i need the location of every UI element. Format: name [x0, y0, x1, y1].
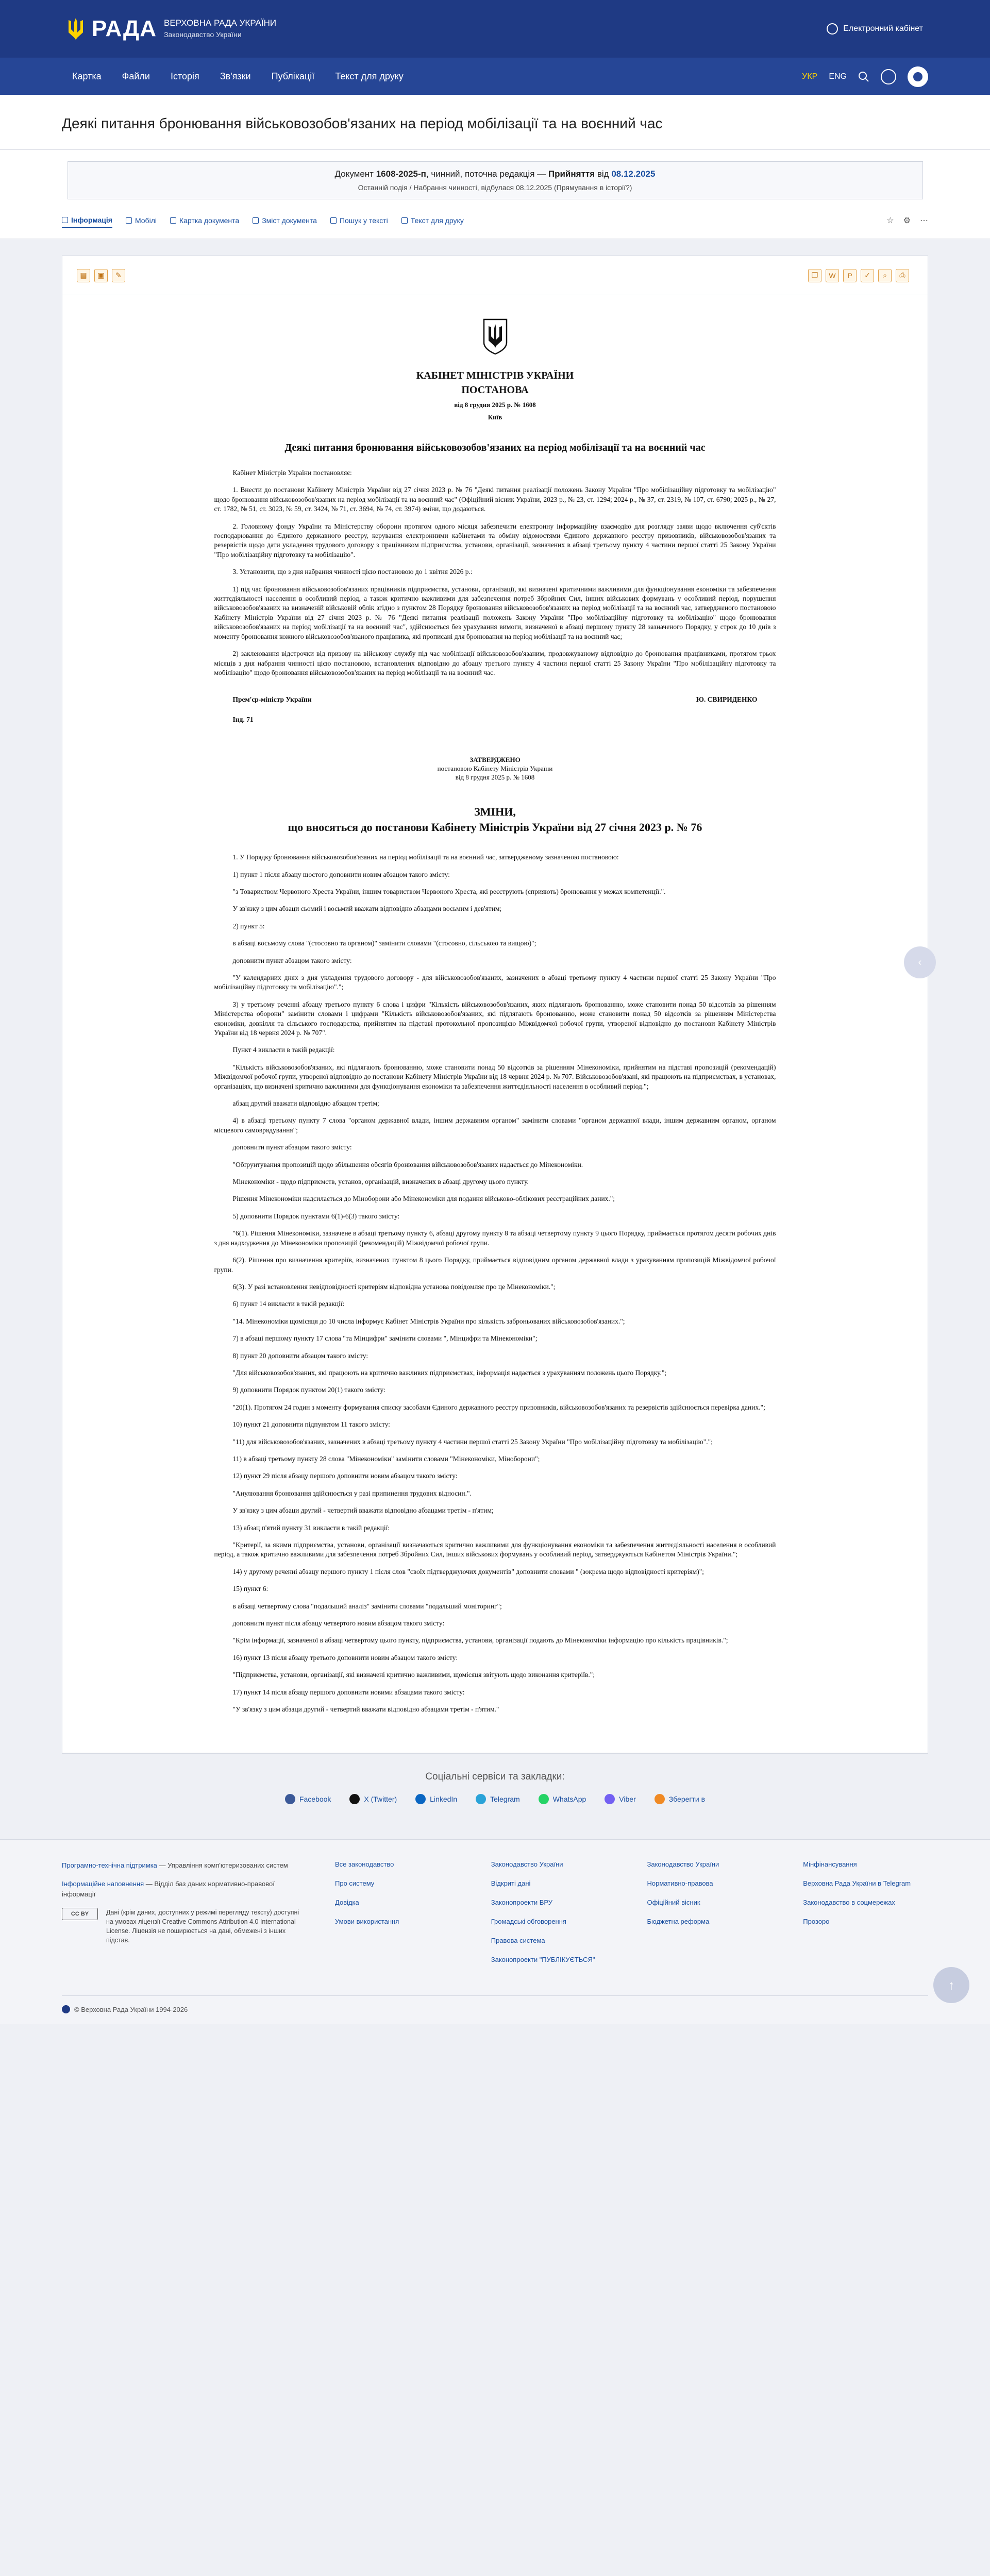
- nav-right-group: [802, 66, 928, 87]
- footer-col-4: [803, 1860, 928, 1975]
- status-from: від: [597, 169, 609, 179]
- change-paragraph: Мінекономіки - щодо підприємств, установ, організацій, визначених в абзаці другому цього пункту.: [232, 1178, 529, 1186]
- footer-link[interactable]: Офіційний вісник: [647, 1899, 700, 1907]
- approved-by: постановою Кабінету Міністрів України: [437, 765, 553, 773]
- content-text: — Відділ баз даних нормативно-правової інформації: [62, 1880, 275, 1899]
- change-paragraph: 2) пункт 5:: [232, 922, 265, 930]
- info-band: [0, 150, 990, 213]
- social-label: WhatsApp: [552, 1795, 586, 1804]
- nav-files[interactable]: Файли: [122, 71, 150, 81]
- status-mid: , чинний, поточна редакція —: [426, 169, 546, 179]
- social-label: Viber: [619, 1795, 636, 1804]
- coat-of-arms-icon: [482, 318, 508, 355]
- nav-publications[interactable]: Публікації: [271, 71, 315, 81]
- save-icon[interactable]: ▣: [94, 269, 108, 282]
- page-title: Деякі питання бронювання військовозобов'язаних на період мобілізації та на воєнний час: [62, 115, 663, 131]
- open-folder-icon[interactable]: ▤: [77, 269, 90, 282]
- approved-label: ЗАТВЕРДЖЕНО: [469, 756, 521, 764]
- resolution-paragraph: 2. Головному фонду України та Міністерству оборони протягом одного місяця забезпечити електронну інформаційну взаємодію для розгляду заяви щодо включення суб'єктів господарювання до Єдиного державного реєстру, керування електронними кабінетами та обміну відомостями Єдиного державного реєстру призовників, військовозобов'язаних та резервістів щодо дати укладення трудового договору з працівником підприємства, установи, організації, зазначених в абзаці третьому пункту 4 частини першої статті 25 Закону України "Про мобілізаційну підготовку та мобілізацію".: [214, 522, 776, 558]
- change-paragraph: в абзаці восьмому слова "(стосовно та органом)" замінити словами "(стосовно, сільською та вищою)";: [232, 939, 536, 947]
- social-section: [62, 1753, 928, 1824]
- change-paragraph: 3) у третьому реченні абзацу третього пункту 6 слова і цифри "Кількість військовозобов'язаних, яких підлягають бронюванню, може становити понад 50 відсотків за рішенням Міністерства оборони" замінити словами і цифрами "Кількість військовозобов'язаних, які підлягають бронюванню, може становити понад 50 відсотків за рішенням Міністерства економіки, довкілля та сільського господарства, прийнятим на підставі протокольної пропозицією Міжвідомчої робочої групи, утвореної відповідно до постанови Кабінету Міністрів України від 18 червня 2024 р. № 707".: [214, 1000, 776, 1037]
- document-tabs: [0, 213, 990, 239]
- change-paragraph: 14) у другому реченні абзацу першого пункту 1 після слов "своїх підтверджуючих документів" доповнити словами " (зокрема щодо відповідності критеріям)";: [232, 1567, 704, 1575]
- change-paragraph: "У календарних днях з дня укладення трудового договору - для військовозобов'язаних, зазначених в абзаці третьому пункту 4 частини першої статті 25 Закону України "Про мобілізаційну підготовку та мобілізацію".";: [214, 973, 776, 991]
- status-badge: Прийняття: [548, 169, 595, 179]
- change-paragraph: "Підприємства, установи, організації, які визначені критично важливими, щомісяця звітують щодо виконання критеріїв.";: [232, 1671, 595, 1679]
- scroll-top-button[interactable]: ↑: [933, 1967, 969, 2003]
- tab-print[interactable]: Текст для друку: [401, 213, 464, 228]
- social-link[interactable]: [539, 1794, 586, 1804]
- footer-link[interactable]: Про систему: [335, 1879, 375, 1888]
- change-paragraph: доповнити пункт абзацом такого змісту:: [232, 956, 352, 964]
- social-icon: [349, 1794, 360, 1804]
- electronic-cabinet-link[interactable]: [827, 23, 923, 35]
- signer-position: Прем'єр-міністр України: [232, 696, 312, 704]
- toolbar-right: [808, 269, 913, 282]
- social-icon: [605, 1794, 615, 1804]
- user-avatar-icon[interactable]: [908, 66, 928, 87]
- info-icon: [62, 217, 68, 223]
- copy-icon[interactable]: ❐: [808, 269, 821, 282]
- footer-link[interactable]: Прозоро: [803, 1918, 830, 1926]
- change-paragraph: "14. Мінекономіки щомісяця до 10 числа інформує Кабінет Міністрів України про кількість заброньованих військовозобов'язаних.";: [232, 1317, 625, 1325]
- change-paragraph: 6(3). У разі встановлення невідповідності критеріям відповідна установа повідомляє про це Мінекономіки.";: [232, 1282, 556, 1291]
- footer-columns: [62, 1860, 928, 1975]
- status-line: [68, 169, 922, 179]
- change-paragraph: Рішення Мінекономіки надсилається до Міноборони або Мінекономіки для подання військово-облікових реєстраційних даних.";: [232, 1195, 615, 1203]
- change-paragraph: 7) в абзаці першому пункту 17 слова "та Мінцифри" замінити словами ", Мінцифри та Мінекономіки";: [232, 1334, 538, 1343]
- tab-info[interactable]: Інформація: [62, 213, 112, 228]
- mobile-icon: [126, 217, 132, 224]
- nav-links[interactable]: Зв'язки: [220, 71, 251, 81]
- status-date[interactable]: 08.12.2025: [611, 169, 656, 179]
- settings-icon[interactable]: ⚙: [903, 216, 911, 225]
- search-icon[interactable]: [858, 71, 869, 82]
- change-paragraph: "Крім інформації, зазначеної в абзаці четвертому цього пункту, підприємства, установи, організації подають до Мінекономіки інформацію про кількість працівників.";: [232, 1636, 728, 1645]
- change-paragraph: "Обґрунтування пропозицій щодо збільшення обсягів бронювання військовозобов'язаних надається до Мінекономіки.: [232, 1160, 583, 1168]
- change-paragraph: 9) доповнити Порядок пунктом 20(1) такого змісту:: [232, 1386, 385, 1394]
- social-title: Соціальні сервіси та закладки:: [425, 1771, 565, 1783]
- footer-link[interactable]: Законодавство України: [491, 1860, 563, 1869]
- document-body: [62, 295, 928, 1753]
- footer-support: [62, 1860, 304, 1871]
- changes-title: ЗМІНИ, що вносяться до постанови Кабінету Міністрів України від 27 січня 2023 р. № 76: [288, 805, 702, 834]
- social-link[interactable]: [415, 1794, 457, 1804]
- social-link[interactable]: [285, 1794, 331, 1804]
- pdf-icon[interactable]: P: [843, 269, 857, 282]
- scroll-side-button[interactable]: ‹: [904, 946, 936, 978]
- nav-history[interactable]: Історія: [170, 71, 199, 81]
- resolution-paragraph: 1) під час бронювання військовозобов'язаних працівників підприємства, установи, організації, які визначені критичними важливими для функціонування економіки та забезпечення життєдіяльності населення в особливий період, а також критично важливими для забезпечення потреб Збройних Сил, інших військових формувань у особливий період, порушення військовозобов'язаних на визначеній військовій облік згідно з пунктом 28 Порядку бронювання військовозобов'язаних на період мобілізації та на воєнний час, затвердженого постановою Кабінету Міністрів України від 27 січня 2023 р. № 76 "Деякі питання реалізації положень Закону України "Про мобілізаційну підготовку та мобілізацію" щодо бронювання військовозобов'язаних на період мобілізації та на воєнний час", здійснюється без урахування вимоги, визначеної в абзаці першому пункту 28 зазначеного Порядку, у строк до 10 днів з моменту бронювання кожного військовозобов'язаного працівника, які прописані для бронювання на період мобілізації та на воєнний час;: [214, 585, 776, 640]
- social-link[interactable]: [655, 1794, 705, 1804]
- footer-link[interactable]: Довідка: [335, 1899, 359, 1907]
- change-paragraph: доповнити пункт після абзацу четвертого новим абзацом такого змісту:: [232, 1619, 445, 1628]
- social-label: Зберегти в: [668, 1795, 706, 1804]
- footer-link[interactable]: Все законодавство: [335, 1860, 394, 1869]
- change-paragraph: "11) для військовозобов'язаних, зазначених в абзаці третьому пункту 4 частини першої статті 25 Закону України "Про мобілізаційну підготовку та мобілізацію".";: [232, 1437, 713, 1446]
- change-paragraph: 1. У Порядку бронювання військовозобов'язаних на період мобілізації та на воєнний час, затвердженому зазначеною постановою:: [232, 853, 619, 861]
- change-paragraph: "6(1). Рішення Мінекономіки, зазначене в абзаці третьому пункту 6, абзаці другому пункту 8 та абзаці четвертому пункту 9 цього Порядку, приймається протягом десяти робочих днів з дня надходження до Мінекономіки пропозицій (рекомендацій) Міжвідомчої робочої групи.: [214, 1229, 776, 1247]
- footer: [0, 1839, 990, 2024]
- tabs-right-tools: [886, 215, 928, 226]
- copyright-text: © Верховна Рада України 1994-2026: [74, 2005, 188, 2013]
- support-link[interactable]: Програмно-технічна підтримка: [62, 1861, 157, 1870]
- doc-number: 1608-2025-п: [376, 169, 426, 179]
- document-toolbar: [62, 256, 928, 295]
- cc-license-badge[interactable]: CC BY: [62, 1908, 98, 1920]
- tab-contents[interactable]: Зміст документа: [253, 213, 317, 228]
- change-paragraph: 6) пункт 14 викласти в такій редакції:: [232, 1300, 345, 1308]
- footer-link[interactable]: Законопроекти ВРУ: [491, 1899, 553, 1907]
- change-paragraph: 11) в абзаці третьому пункту 28 слова "Мінекономіки" замінити словами "Мінекономіки, Міноборони";: [232, 1454, 540, 1463]
- list-icon: [253, 217, 259, 224]
- tab-doc-card[interactable]: Картка документа: [170, 213, 239, 228]
- footer-link[interactable]: Законопроекти "ПУБЛІКУЄТЬСЯ": [491, 1956, 595, 1964]
- site-logo[interactable]: [67, 16, 276, 42]
- social-link[interactable]: [476, 1794, 520, 1804]
- change-paragraph: "Анулювання бронювання здійснюється у разі припинення трудових відносин.".: [232, 1489, 472, 1497]
- logo-line2: Законодавство України: [164, 30, 242, 39]
- social-label: LinkedIn: [430, 1795, 458, 1804]
- signature-row: [214, 695, 776, 704]
- resolution-paragraph: 3. Установити, що з дня набрання чинності цією постановою до 1 квітня 2026 р.:: [232, 568, 473, 576]
- change-paragraph: доповнити пункт абзацом такого змісту:: [232, 1143, 352, 1151]
- top-header: [0, 0, 990, 58]
- lang-eng[interactable]: ENG: [829, 72, 847, 81]
- footer-col-3: [647, 1860, 773, 1975]
- more-icon[interactable]: ⋯: [920, 216, 928, 225]
- tab-search-text[interactable]: Пошук у тексті: [330, 213, 388, 228]
- document-text: [214, 318, 776, 1714]
- word-icon[interactable]: W: [826, 269, 839, 282]
- license-row: [62, 1908, 304, 1945]
- change-paragraph: "з Товариством Червоного Хреста України, іншим товариством Червоного Хреста, які реєструють (сприяють) бронювання у межах компетенції.".: [232, 887, 666, 895]
- change-paragraph: 4) в абзаці третьому пункту 7 слова "органом державної влади, іншим державним органом" замінити словами "органом державної влади, іншим державним органом, органом місцевого самоврядування";: [214, 1116, 776, 1134]
- social-icon: [539, 1794, 549, 1804]
- check-icon[interactable]: ✓: [861, 269, 874, 282]
- accessibility-icon[interactable]: [881, 69, 896, 84]
- resolution-paragraph: Кабінет Міністрів України постановляє:: [232, 469, 352, 477]
- change-paragraph: 10) пункт 21 доповнити підпунктом 11 такого змісту:: [232, 1420, 390, 1429]
- change-paragraph: "Кількість військовозобов'язаних, які підлягають бронюванню, може становити понад 50 відсотків за рішенням Мінекономіки, прийнятим на підставі пропозицій (рекомендацій) Міжвідомчої робочої групи, утвореної відповідно до постанови Кабінету Міністрів України від 18 червня 2024 р. № 707. Військовозобов'язані, які працюють на підприємствах, в установах, організаціях, що визначені критично важливими для функціонування економіки та забезпечення життєдіяльності населення в особливий період.";: [214, 1063, 776, 1090]
- footer-col-1: [335, 1860, 460, 1975]
- change-paragraph: 5) доповнити Порядок пунктами 6(1)-6(3) такого змісту:: [232, 1212, 400, 1220]
- resolution-paragraph: 1. Внести до постанови Кабінету Міністрів України від 27 січня 2023 р. № 76 "Деякі питання реалізації положень Закону України "Про мобілізаційну підготовку та мобілізацію" щодо бронювання військовозобов'язаних на період мобілізації та на воєнний час" (Офіційний вісник України, 2023 р., № 23, ст. 1294; 2024 р., № 37, ст. 2319, № 107, ст. 6790; 2025 р., № 27, ст. 1782, № 51, ст. 3023, № 59, ст. 3424, № 71, ст. 3694, № 74, ст. 3974) зміни, що додаються.: [214, 486, 776, 513]
- changes-paragraphs: [214, 853, 776, 1714]
- tab-mobile[interactable]: Мобілі: [126, 213, 157, 228]
- content-link[interactable]: Інформаційне наповнення: [62, 1880, 144, 1888]
- social-label: Telegram: [490, 1795, 520, 1804]
- social-links: [62, 1794, 928, 1804]
- logo-text: РАДА: [92, 16, 157, 41]
- change-paragraph: "20(1). Протягом 24 годин з моменту формування списку засобами Єдиного державного реєстру призовників, військовозобов'язаних та резервістів здійснюється перевірка даних.";: [232, 1403, 765, 1411]
- change-paragraph: "У зв'язку з цим абзаци другий - четвертий вважати відповідно абзацами третім - п'ятим.": [232, 1705, 499, 1714]
- footer-link[interactable]: Громадські обговорення: [491, 1918, 566, 1926]
- footer-about: [62, 1860, 304, 1975]
- social-label: X (Twitter): [364, 1795, 397, 1804]
- change-paragraph: 16) пункт 13 після абзацу третього доповнити новим абзацом такого змісту:: [232, 1653, 458, 1662]
- resolution-paragraphs: [214, 468, 776, 677]
- document-status-box: [68, 161, 923, 199]
- social-icon: [285, 1794, 295, 1804]
- edit-icon[interactable]: ✎: [112, 269, 125, 282]
- change-paragraph: У зв'язку з цим абзаци другий - четвертий вважати відповідно абзацами третім - п'ятим;: [232, 1506, 494, 1515]
- trident-icon: [67, 17, 85, 41]
- document-panel: [62, 256, 928, 1753]
- change-paragraph: 6(2). Рішення про визначення критеріїв, визначених пунктом 8 цього Порядку, приймається відповідним органом державної влади з урахуванням пропозицій Міжвідомчої робочої групи.: [214, 1256, 776, 1274]
- nav-card[interactable]: Картка: [72, 71, 102, 81]
- status-prefix: Документ: [334, 169, 374, 179]
- doc-date: від 8 грудня 2025 р. № 1608: [454, 401, 536, 409]
- zoom-icon[interactable]: ⌕: [878, 269, 892, 282]
- social-icon: [655, 1794, 665, 1804]
- change-paragraph: Пункт 4 викласти в такій редакції:: [232, 1046, 335, 1054]
- user-circle-icon: [827, 23, 838, 35]
- doc-heading: Деякі питання бронювання військовозобов'язаних на період мобілізації та на воєнний час: [284, 442, 706, 453]
- footer-link[interactable]: Відкриті дані: [491, 1879, 531, 1888]
- footer-link[interactable]: Законодавство України: [647, 1860, 719, 1869]
- license-text: Дані (крім даних, доступних у режимі перегляду тексту) доступні на умовах ліцензії Creative Commons Attribution 4.0 International License. Ліцензія не поширюється на дані, обмежені з інших підстав.: [106, 1909, 299, 1944]
- social-icon: [415, 1794, 426, 1804]
- footer-link[interactable]: Бюджетна реформа: [647, 1918, 710, 1926]
- footer-content: [62, 1879, 304, 1900]
- footer-link[interactable]: Нормативно-правова: [647, 1879, 713, 1888]
- change-paragraph: 17) пункт 14 після абзацу першого доповнити новими абзацами такого змісту:: [232, 1688, 465, 1696]
- cabinet-label: Електронний кабінет: [843, 24, 923, 33]
- support-text: — Управління комп'ютеризованих систем: [157, 1861, 288, 1870]
- logo-subtitle: [164, 18, 276, 40]
- change-paragraph: 12) пункт 29 після абзацу першого доповнити новим абзацом такого змісту:: [232, 1472, 458, 1480]
- last-event-line: Останній подія / Набрання чинності, відбулася 08.12.2025 (Прямування в історії?): [358, 183, 632, 192]
- signer-name: Ю. СВИРИДЕНКО: [696, 696, 758, 704]
- copyright-row: [62, 1995, 928, 2013]
- title-section: [0, 95, 990, 150]
- footer-link[interactable]: Правова система: [491, 1937, 545, 1945]
- change-paragraph: в абзаці четвертому слова "подальший аналіз" замінити словами "подальший моніторинг";: [232, 1602, 502, 1610]
- change-paragraph: абзац другий вважати відповідно абзацом третім;: [232, 1099, 379, 1108]
- change-paragraph: "Критерії, за якими підприємства, установи, організації визначаються критично важливими для функціонування економіки та забезпечення життєдіяльності населення в особливий період, а також критично важливими для забезпечення потреб Збройних Сил, інших військових формувань у особливий період, затверджуються Кабінетом Міністрів України.";: [214, 1541, 776, 1558]
- doc-kind: ПОСТАНОВА: [461, 384, 529, 396]
- main-nav: [0, 58, 990, 95]
- search-small-icon: [330, 217, 337, 224]
- footer-link[interactable]: Мінфінансування: [803, 1860, 857, 1869]
- social-link[interactable]: [605, 1794, 635, 1804]
- social-link[interactable]: [349, 1794, 397, 1804]
- footer-link[interactable]: Верховна Рада України в Telegram: [803, 1879, 911, 1888]
- change-paragraph: 1) пункт 1 після абзацу шостого доповнити новим абзацом такого змісту:: [232, 870, 450, 878]
- footer-link[interactable]: Умови використання: [335, 1918, 399, 1926]
- change-paragraph: 8) пункт 20 доповнити абзацом такого змісту:: [232, 1351, 368, 1360]
- social-label: Facebook: [299, 1795, 331, 1804]
- index-number: Інд. 71: [232, 715, 254, 723]
- approved-date: від 8 грудня 2025 р. № 1608: [455, 773, 535, 782]
- doc-city: Київ: [488, 413, 502, 421]
- bookmark-icon[interactable]: ☆: [886, 216, 894, 225]
- change-paragraph: 15) пункт 6:: [232, 1585, 269, 1593]
- card-icon: [170, 217, 176, 224]
- social-icon: [476, 1794, 486, 1804]
- change-paragraph: У зв'язку з цим абзаци сьомий і восьмий вважати відповідно абзацами восьмим і дев'ятим;: [232, 905, 502, 913]
- change-paragraph: "Для військовозобов'язаних, які працюють на критично важливих підприємствах, інформація надається з урахуванням положень цього Порядку.";: [232, 1368, 667, 1377]
- rada-small-logo-icon: [62, 2005, 70, 2013]
- resolution-paragraph: 2) заклеювання відстрочки від призову на військову службу під час мобілізації військовозобов'язаним, продовжуваному відповідно до бронювання працівниками, протягом трьох місяців з дня набрання чинності цією постановою, встановлених відповідно до абзацу третього пункту 4 частини першої статті 25 Закону України "Про мобілізаційну підготовку та мобілізацію" щодо бронювання військовозобов'язаних на період мобілізації та на воєнний час.: [214, 650, 776, 676]
- footer-col-2: [491, 1860, 616, 1975]
- logo-line1: ВЕРХОВНА РАДА УКРАЇНИ: [164, 18, 277, 28]
- footer-link[interactable]: Законодавство в соцмережах: [803, 1899, 895, 1907]
- print-doc-icon[interactable]: ⎙: [896, 269, 909, 282]
- org-name: КАБІНЕТ МІНІСТРІВ УКРАЇНИ: [416, 370, 574, 381]
- change-paragraph: 13) абзац п'ятий пункту 31 викласти в такій редакції:: [232, 1523, 390, 1532]
- print-icon: [401, 217, 408, 224]
- nav-print-text[interactable]: Текст для друку: [335, 71, 404, 81]
- approved-block: [387, 755, 603, 782]
- lang-ukr[interactable]: УКР: [802, 72, 818, 81]
